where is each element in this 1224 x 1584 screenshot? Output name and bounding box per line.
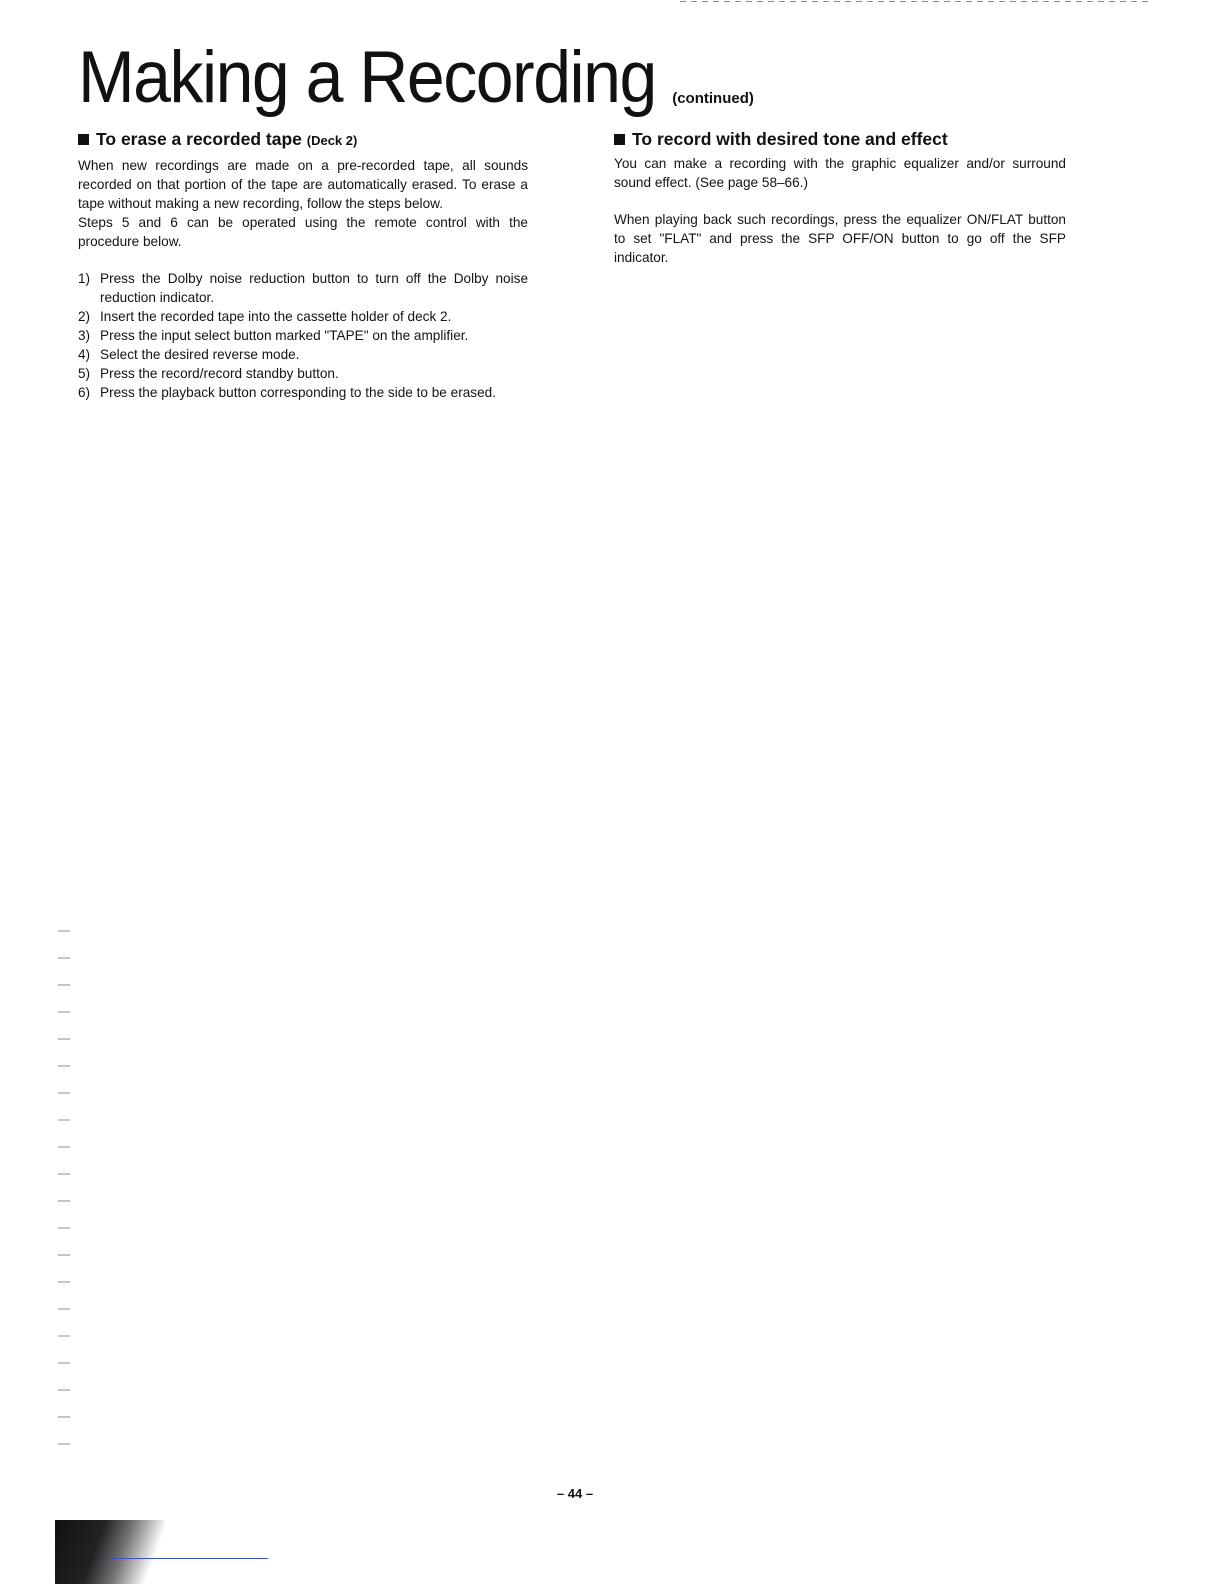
bullet-square-icon: [614, 134, 625, 145]
step-number: 1): [78, 271, 91, 286]
erase-steps-list: [78, 269, 528, 402]
step-text: Press the Dolby noise reduction button to turn off the Dolby noise reduction indicator.: [100, 271, 528, 305]
erase-tape-remote-note: Steps 5 and 6 can be operated using the remote control with the procedure below.: [78, 215, 528, 249]
bullet-square-icon: [78, 134, 89, 145]
scan-edge-line: [110, 1558, 268, 1559]
step-number: 2): [78, 309, 91, 324]
tone-effect-section: [614, 128, 1066, 267]
page-title-suffix: (continued): [672, 90, 754, 107]
list-item: [78, 345, 528, 364]
scan-top-rule: [680, 1, 1150, 2]
page-title: Making a Recording: [78, 36, 656, 119]
tone-effect-heading: [614, 128, 1066, 150]
step-number: 3): [78, 328, 91, 343]
step-text: Press the playback button corresponding to the side to be erased.: [100, 385, 496, 400]
page-number: – 44 –: [556, 1486, 594, 1501]
erase-tape-heading-note: (Deck 2): [306, 133, 358, 148]
tone-effect-playback-note: When playing back such recordings, press the equalizer ON/FLAT button to set "FLAT" and press the SFP OFF/ON button to go off the SFP indicator.: [614, 212, 1066, 265]
list-item: [78, 364, 528, 383]
step-text: Select the desired reverse mode.: [100, 347, 300, 362]
erase-tape-section: [78, 128, 528, 402]
step-number: 5): [78, 366, 91, 381]
tone-effect-intro: You can make a recording with the graphic equalizer and/or surround sound effect. (See page 58–66.): [614, 156, 1066, 190]
step-text: Insert the recorded tape into the cassette holder of deck 2.: [100, 309, 452, 324]
scan-corner-shadow: [55, 1520, 165, 1584]
list-item: [78, 326, 528, 345]
list-item: [78, 307, 528, 326]
erase-tape-intro: When new recordings are made on a pre-recorded tape, all sounds recorded on that portion of the tape are automatically erased. To erase a tape without making a new recording, follow the steps below.: [78, 158, 528, 211]
step-number: 6): [78, 385, 91, 400]
erase-tape-heading-text: To erase a recorded tape: [96, 129, 302, 149]
scan-margin-specks: [58, 930, 70, 1460]
tone-effect-heading-text: To record with desired tone and effect: [632, 129, 948, 149]
step-number: 4): [78, 347, 91, 362]
erase-tape-heading: [78, 128, 528, 152]
step-text: Press the record/record standby button.: [100, 366, 339, 381]
step-text: Press the input select button marked "TAPE" on the amplifier.: [100, 328, 469, 343]
list-item: [78, 383, 528, 402]
page-title-row: [78, 36, 754, 119]
list-item: [78, 269, 528, 307]
